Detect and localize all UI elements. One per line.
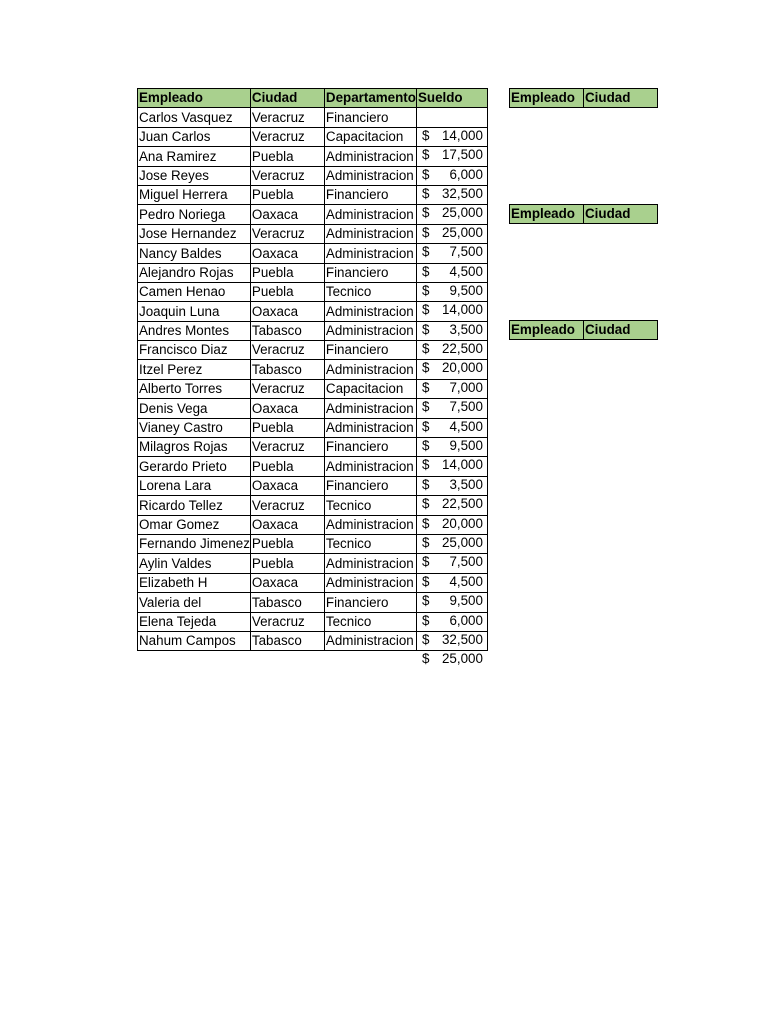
lookup-table-1 (509, 88, 658, 108)
salary-amount: 22,500 (441, 341, 483, 357)
cell-sueldo[interactable] (416, 612, 487, 647)
cell-empleado[interactable]: Andres Montes (138, 321, 251, 340)
cell-sueldo[interactable] (416, 244, 487, 279)
cell-departamento[interactable]: Tecnico (324, 496, 416, 515)
cell-sueldo[interactable] (416, 573, 487, 609)
cell-ciudad[interactable]: Oaxaca (250, 205, 324, 224)
cell-empleado[interactable]: Fernando Jimenez (138, 534, 251, 553)
table-row (138, 321, 488, 340)
currency-symbol: $ (421, 263, 430, 279)
table-row (138, 108, 488, 127)
salary-amount: 22,500 (441, 496, 483, 512)
table-row (138, 438, 488, 457)
cell-empleado[interactable]: Juan Carlos (138, 127, 251, 146)
cell-empleado[interactable]: Pedro Noriega (138, 205, 251, 224)
salary-amount: 3,500 (449, 476, 483, 492)
cell-empleado[interactable]: Aylin Valdes (138, 554, 251, 573)
salary-amount: 6,000 (449, 166, 483, 182)
cell-empleado[interactable]: Gerardo Prieto (138, 457, 251, 476)
cell-departamento[interactable]: Administracion (324, 205, 416, 224)
salary-amount: 25,000 (441, 534, 483, 550)
cell-empleado[interactable]: Milagros Rojas (138, 438, 251, 457)
cell-sueldo[interactable] (416, 399, 487, 434)
table-row (138, 282, 488, 301)
lookup-1-header-ciudad[interactable]: Ciudad (584, 89, 658, 108)
cell-empleado[interactable]: Alejandro Rojas (138, 263, 251, 282)
cell-ciudad[interactable]: Puebla (250, 534, 324, 553)
cell-departamento[interactable]: Financiero (324, 185, 416, 204)
cell-ciudad[interactable]: Tabasco (250, 360, 324, 379)
lookup-3-header-ciudad[interactable]: Ciudad (584, 321, 658, 340)
lookup-3-header-empleado[interactable]: Empleado (510, 321, 584, 340)
cell-empleado[interactable]: Ricardo Tellez (138, 496, 251, 515)
cell-ciudad[interactable]: Puebla (250, 147, 324, 166)
salary-amount: 20,000 (441, 515, 483, 531)
currency-symbol: $ (421, 593, 430, 609)
table-header-row (510, 205, 658, 224)
currency-symbol: $ (421, 185, 430, 201)
table-row (138, 205, 488, 224)
cell-ciudad[interactable]: Veracruz (250, 612, 324, 631)
cell-ciudad[interactable]: Tabasco (250, 593, 324, 612)
cell-departamento[interactable]: Administracion (324, 554, 416, 573)
currency-symbol: $ (421, 224, 430, 240)
salary-amount: 14,000 (441, 302, 483, 318)
cell-empleado[interactable]: Elizabeth H (138, 573, 251, 592)
cell-departamento[interactable]: Financiero (324, 341, 416, 360)
table-row (138, 457, 488, 476)
cell-ciudad[interactable]: Puebla (250, 185, 324, 204)
salary-amount: 9,500 (449, 282, 483, 298)
currency-symbol: $ (421, 612, 430, 628)
cell-sueldo[interactable] (416, 554, 487, 589)
cell-empleado[interactable]: Vianey Castro (138, 418, 251, 437)
cell-sueldo[interactable] (416, 185, 487, 221)
employee-table (137, 88, 488, 667)
cell-ciudad[interactable]: Oaxaca (250, 302, 324, 321)
cell-sueldo[interactable] (416, 321, 487, 357)
cell-ciudad[interactable]: Oaxaca (250, 573, 324, 592)
cell-ciudad[interactable]: Veracruz (250, 379, 324, 398)
lookup-table-3 (509, 320, 658, 340)
lookup-1-header-empleado[interactable]: Empleado (510, 89, 584, 108)
currency-symbol: $ (421, 534, 430, 550)
cell-empleado[interactable]: Camen Henao (138, 282, 251, 301)
currency-symbol: $ (421, 476, 430, 492)
table-row (138, 631, 488, 650)
currency-symbol: $ (421, 360, 430, 376)
cell-empleado[interactable]: Nahum Campos (138, 631, 251, 650)
table-row (138, 244, 488, 263)
cell-departamento[interactable]: Administracion (324, 515, 416, 534)
cell-sueldo[interactable] (416, 593, 487, 628)
cell-empleado[interactable]: Valeria del (138, 593, 251, 612)
cell-ciudad[interactable]: Oaxaca (250, 244, 324, 263)
table-row (138, 224, 488, 243)
currency-symbol: $ (421, 457, 430, 473)
cell-ciudad[interactable]: Veracruz (250, 127, 324, 146)
cell-ciudad[interactable]: Tabasco (250, 321, 324, 340)
cell-ciudad[interactable]: Veracruz (250, 108, 324, 127)
cell-departamento[interactable]: Financiero (324, 593, 416, 612)
cell-empleado[interactable]: Itzel Perez (138, 360, 251, 379)
table-row (138, 554, 488, 573)
table-row (138, 515, 488, 534)
cell-ciudad[interactable]: Puebla (250, 457, 324, 476)
cell-departamento[interactable]: Administracion (324, 418, 416, 437)
table-header-row (510, 89, 658, 108)
cell-empleado[interactable]: Omar Gomez (138, 515, 251, 534)
cell-empleado[interactable]: Lorena Lara (138, 476, 251, 495)
cell-departamento[interactable]: Administracion (324, 360, 416, 379)
header-ciudad[interactable]: Ciudad (250, 89, 324, 108)
currency-symbol: $ (421, 651, 430, 667)
cell-sueldo[interactable] (416, 418, 487, 454)
cell-sueldo[interactable] (416, 127, 487, 163)
cell-departamento[interactable]: Capacitacion (324, 127, 416, 146)
cell-departamento[interactable]: Administracion (324, 224, 416, 243)
currency-symbol: $ (421, 282, 430, 298)
cell-sueldo[interactable] (416, 457, 487, 492)
cell-departamento[interactable]: Administracion (324, 166, 416, 185)
table-row (138, 147, 488, 166)
lookup-2-header-ciudad[interactable]: Ciudad (584, 205, 658, 224)
employee-table-body (138, 108, 488, 667)
cell-sueldo[interactable] (416, 379, 487, 415)
cell-ciudad[interactable]: Puebla (250, 554, 324, 573)
table-header-row (510, 321, 658, 340)
cell-sueldo[interactable] (416, 534, 487, 570)
currency-symbol: $ (421, 438, 430, 454)
salary-amount: 25,000 (441, 651, 483, 667)
salary-amount: 6,000 (449, 612, 483, 628)
cell-departamento[interactable]: Administracion (324, 457, 416, 476)
table-row (138, 399, 488, 418)
currency-symbol: $ (421, 127, 430, 143)
cell-departamento[interactable]: Tecnico (324, 282, 416, 301)
cell-empleado[interactable]: Francisco Diaz (138, 341, 251, 360)
table-row (138, 573, 488, 592)
table-row (138, 534, 488, 553)
cell-sueldo[interactable] (416, 360, 487, 395)
currency-symbol: $ (421, 379, 430, 395)
cell-ciudad[interactable]: Veracruz (250, 224, 324, 243)
currency-symbol: $ (421, 321, 430, 337)
table-header-row (138, 89, 488, 108)
salary-amount: 14,000 (441, 457, 483, 473)
table-row (138, 418, 488, 437)
cell-sueldo[interactable] (416, 166, 487, 201)
cell-sueldo[interactable] (416, 341, 487, 376)
cell-sueldo[interactable] (416, 224, 487, 260)
cell-departamento[interactable]: Tecnico (324, 612, 416, 631)
cell-sueldo[interactable] (416, 108, 487, 143)
salary-amount: 4,500 (449, 573, 483, 589)
cell-departamento[interactable]: Tecnico (324, 534, 416, 553)
cell-ciudad[interactable]: Veracruz (250, 496, 324, 515)
cell-departamento[interactable]: Capacitacion (324, 379, 416, 398)
header-empleado[interactable]: Empleado (138, 89, 251, 108)
cell-sueldo[interactable] (416, 302, 487, 337)
table-row (138, 476, 488, 495)
salary-amount: 7,500 (449, 244, 483, 260)
cell-ciudad[interactable]: Veracruz (250, 438, 324, 457)
cell-ciudad[interactable]: Oaxaca (250, 476, 324, 495)
cell-empleado[interactable]: Alberto Torres (138, 379, 251, 398)
table-row (138, 341, 488, 360)
cell-departamento[interactable]: Administracion (324, 631, 416, 650)
cell-departamento[interactable]: Administracion (324, 147, 416, 166)
salary-amount: 32,500 (441, 185, 483, 201)
currency-symbol: $ (421, 418, 430, 434)
salary-amount: 7,500 (449, 554, 483, 570)
cell-ciudad[interactable]: Oaxaca (250, 515, 324, 534)
cell-empleado[interactable]: Joaquin Luna (138, 302, 251, 321)
cell-ciudad[interactable]: Veracruz (250, 166, 324, 185)
cell-sueldo[interactable] (416, 515, 487, 550)
currency-symbol: $ (421, 166, 430, 182)
salary-amount: 25,000 (441, 224, 483, 240)
salary-amount: 7,500 (449, 399, 483, 415)
lookup-2-header-empleado[interactable]: Empleado (510, 205, 584, 224)
cell-sueldo[interactable] (416, 205, 487, 240)
table-row (138, 166, 488, 185)
currency-symbol: $ (421, 573, 430, 589)
cell-departamento[interactable]: Financiero (324, 438, 416, 457)
salary-amount: 3,500 (449, 321, 483, 337)
table-row (138, 302, 488, 321)
header-departamento[interactable]: Departamento (324, 89, 416, 108)
cell-sueldo[interactable] (416, 476, 487, 512)
salary-amount: 4,500 (449, 263, 483, 279)
table-row (138, 496, 488, 515)
cell-ciudad[interactable]: Tabasco (250, 631, 324, 650)
header-sueldo[interactable]: Sueldo (416, 89, 487, 108)
currency-symbol: $ (421, 496, 430, 512)
table-row (138, 379, 488, 398)
table-row (138, 185, 488, 204)
salary-amount: 9,500 (449, 438, 483, 454)
cell-departamento[interactable]: Administracion (324, 399, 416, 418)
cell-empleado[interactable]: Ana Ramirez (138, 147, 251, 166)
currency-symbol: $ (421, 515, 430, 531)
cell-departamento[interactable]: Administracion (324, 321, 416, 340)
cell-ciudad[interactable]: Puebla (250, 418, 324, 437)
cell-ciudad[interactable]: Puebla (250, 263, 324, 282)
cell-empleado[interactable]: Carlos Vasquez (138, 108, 251, 127)
cell-departamento[interactable]: Administracion (324, 244, 416, 263)
currency-symbol: $ (421, 399, 430, 415)
cell-empleado[interactable]: Miguel Herrera (138, 185, 251, 204)
salary-amount: 7,000 (449, 379, 483, 395)
table-row (138, 360, 488, 379)
cell-ciudad[interactable]: Veracruz (250, 341, 324, 360)
cell-departamento[interactable]: Financiero (324, 476, 416, 495)
cell-sueldo[interactable] (416, 496, 487, 531)
salary-amount: 17,500 (441, 147, 483, 163)
cell-sueldo[interactable] (416, 438, 487, 473)
table-row (138, 612, 488, 631)
salary-amount: 32,500 (441, 631, 483, 647)
table-row (138, 127, 488, 146)
cell-empleado[interactable]: Nancy Baldes (138, 244, 251, 263)
salary-amount: 4,500 (449, 418, 483, 434)
currency-symbol: $ (421, 205, 430, 221)
cell-empleado[interactable]: Jose Reyes (138, 166, 251, 185)
cell-ciudad[interactable]: Oaxaca (250, 399, 324, 418)
currency-symbol: $ (421, 341, 430, 357)
salary-amount: 25,000 (441, 205, 483, 221)
cell-sueldo[interactable] (416, 147, 487, 182)
cell-empleado[interactable]: Jose Hernandez (138, 224, 251, 243)
cell-sueldo[interactable] (416, 282, 487, 318)
currency-symbol: $ (421, 631, 430, 647)
cell-empleado[interactable]: Denis Vega (138, 399, 251, 418)
salary-amount: 14,000 (441, 127, 483, 143)
currency-symbol: $ (421, 147, 430, 163)
lookup-table-2 (509, 204, 658, 224)
table-row (138, 593, 488, 612)
salary-amount: 20,000 (441, 360, 483, 376)
cell-empleado[interactable]: Elena Tejeda (138, 612, 251, 631)
currency-symbol: $ (421, 302, 430, 318)
cell-departamento[interactable]: Financiero (324, 263, 416, 282)
cell-sueldo[interactable] (416, 631, 487, 667)
cell-departamento[interactable]: Administracion (324, 302, 416, 321)
currency-symbol: $ (421, 554, 430, 570)
currency-symbol: $ (421, 244, 430, 260)
cell-departamento[interactable]: Financiero (324, 108, 416, 127)
salary-amount: 9,500 (449, 593, 483, 609)
cell-sueldo[interactable] (416, 263, 487, 298)
table-row (138, 263, 488, 282)
cell-ciudad[interactable]: Puebla (250, 282, 324, 301)
cell-departamento[interactable]: Administracion (324, 573, 416, 592)
